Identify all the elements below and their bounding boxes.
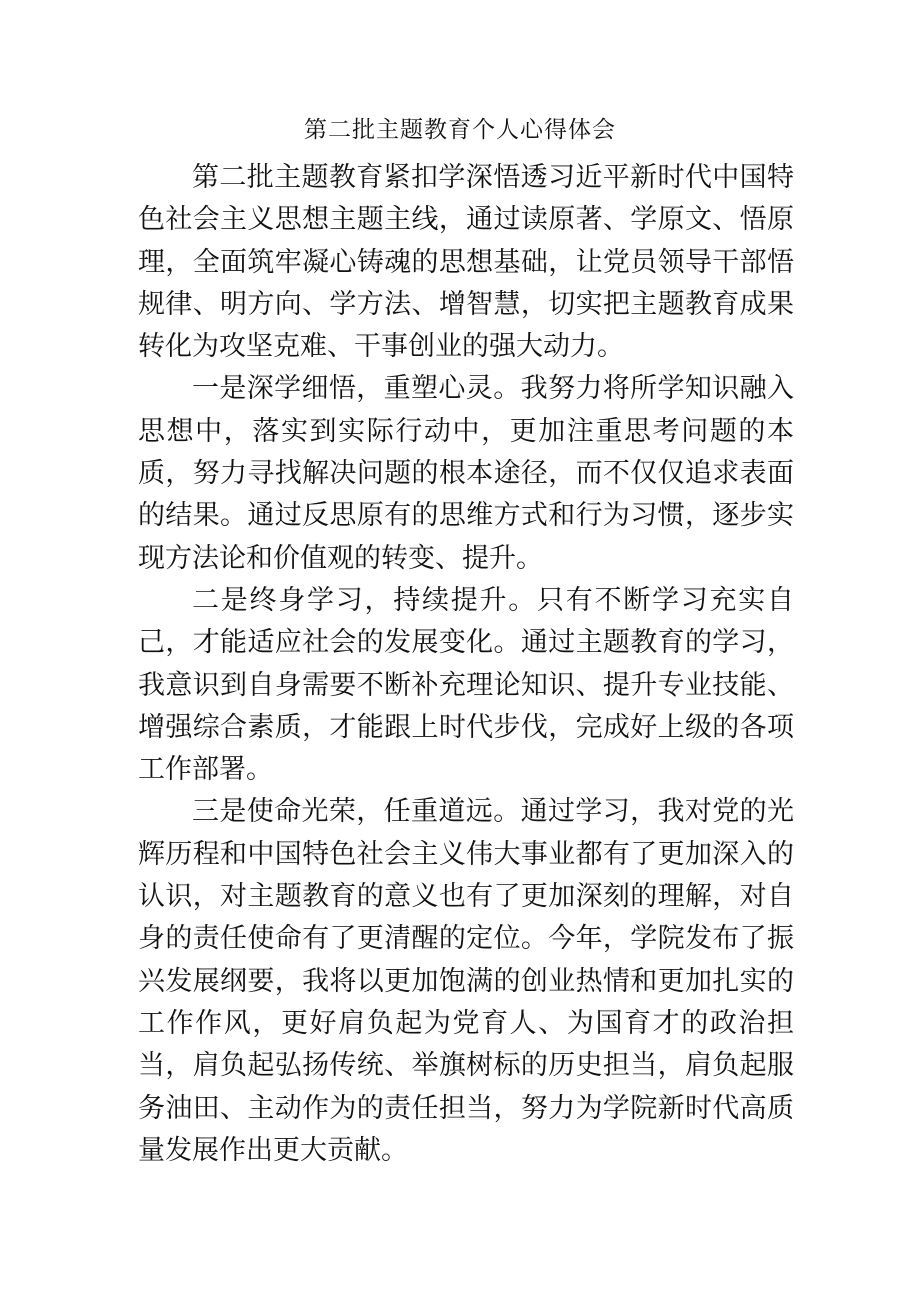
paragraph-intro: 第二批主题教育紧扣学深悟透习近平新时代中国特色社会主义思想主题主线，通过读原著、学原文、悟原理，全面筑牢凝心铸魂的思想基础，让党员领导干部悟规律、明方向、学方法、增智慧，切实把主题教育成果转化为攻坚克难、干事创业的强大动力。 bbox=[138, 162, 794, 363]
paragraph-point-three: 三是使命光荣，任重道远。通过学习，我对党的光辉历程和中国特色社会主义伟大事业都有了更加深入的认识，对主题教育的意义也有了更加深刻的理解，对自身的责任使命有了更清醒的定位。今年，学院发布了振兴发展纲要，我将以更加饱满的创业热情和更加扎实的工作作风，更好肩负起为党育人、为国育才的政治担当，肩负起弘扬传统、举旗树标的历史担当，肩负起服务油田、主动作为的责任担当，努力为学院新时代高质量发展作出更大贡献。 bbox=[138, 796, 794, 1166]
document-body bbox=[138, 157, 794, 1172]
paragraph-point-one: 一是深学细悟，重塑心灵。我努力将所学知识融入思想中，落实到实际行动中，更加注重思考问题的本质，努力寻找解决问题的根本途径，而不仅仅追求表面的结果。通过反思原有的思维方式和行为习惯，逐步实现方法论和价值观的转变、提升。 bbox=[138, 373, 794, 574]
paragraph-point-two: 二是终身学习，持续提升。只有不断学习充实自己，才能适应社会的发展变化。通过主题教育的学习，我意识到自身需要不断补充理论知识、提升专业技能、增强综合素质，才能跟上时代步伐，完成好上级的各项工作部署。 bbox=[138, 584, 794, 786]
document-title: 第二批主题教育个人心得体会 bbox=[304, 117, 616, 143]
